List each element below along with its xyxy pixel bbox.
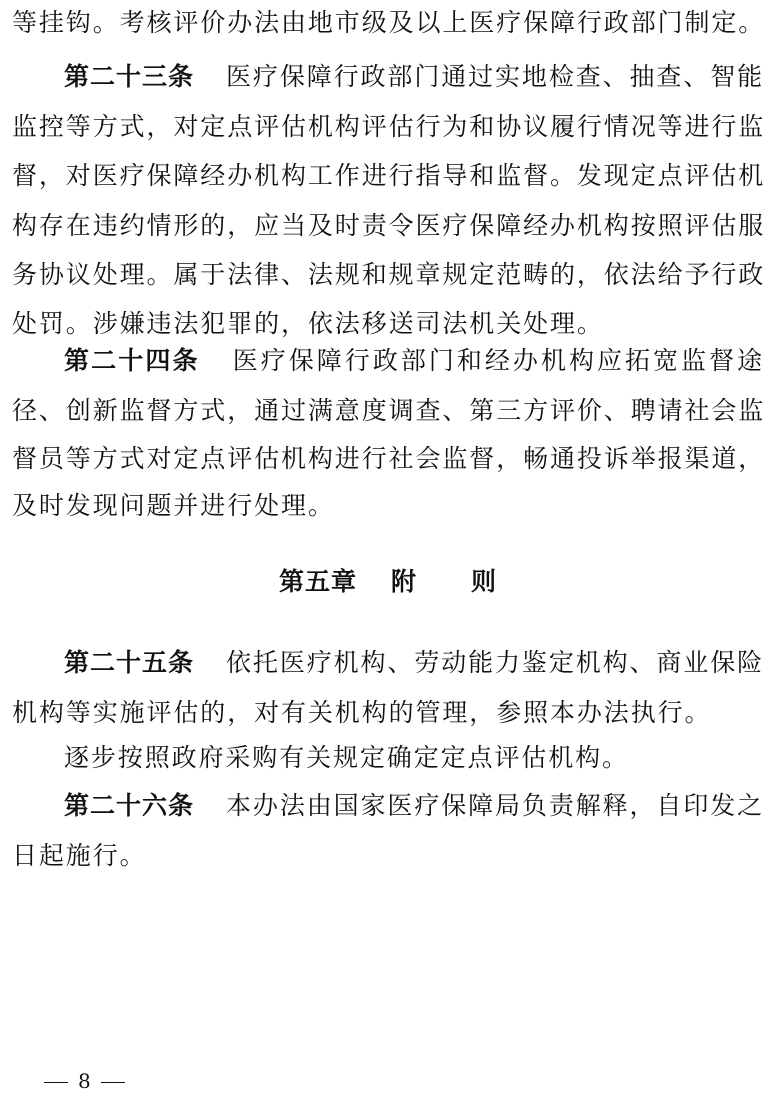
page-number: 8 xyxy=(78,1069,91,1093)
paragraph-line: 径、创新监督方式，通过满意度调查、第三方评价、聘请社会监 xyxy=(12,396,766,425)
article-23-heading: 第二十三条 xyxy=(64,62,195,91)
paragraph-line: 构存在违约情形的，应当及时责令医疗保障经办机构按照评估服 xyxy=(12,211,766,240)
paragraph-line: 监控等方式，对定点评估机构评估行为和协议履行情况等进行监 xyxy=(12,112,766,141)
paragraph-line: 逐步按照政府采购有关规定确定定点评估机构。 xyxy=(64,743,629,772)
chapter-title-part-1: 附 xyxy=(390,567,417,596)
paragraph-line: 本办法由国家医疗保障局负责解释，自印发之 xyxy=(226,791,765,820)
article-25-first-line xyxy=(12,648,764,678)
paragraph-line: 及时发现问题并进行处理。 xyxy=(12,491,335,520)
paragraph-line: 日起施行。 xyxy=(12,841,147,870)
paragraph-line: 务协议处理。属于法律、法规和规章规定范畴的，依法给予行政 xyxy=(12,260,766,289)
footer-dash-right xyxy=(101,1082,125,1083)
paragraph-line: 医疗保障行政部门通过实地检查、抽查、智能 xyxy=(226,62,765,91)
paragraph-line: 依托医疗机构、劳动能力鉴定机构、商业保险 xyxy=(226,648,765,677)
paragraph-line: 机构等实施评估的，对有关机构的管理，参照本办法执行。 xyxy=(12,698,712,727)
chapter-title-part-2: 则 xyxy=(471,567,498,596)
paragraph-line: 处罚。涉嫌违法犯罪的，依法移送司法机关处理。 xyxy=(12,309,604,338)
article-25-heading: 第二十五条 xyxy=(64,648,195,677)
page-footer xyxy=(34,1069,135,1093)
article-26-heading: 第二十六条 xyxy=(64,791,195,820)
footer-dash-left xyxy=(44,1082,68,1083)
article-23-first-line xyxy=(12,62,764,92)
article-24-first-line xyxy=(12,346,764,376)
paragraph-line: 医疗保障行政部门和经办机构应拓宽监督途 xyxy=(231,346,764,375)
paragraph-line: 等挂钩。考核评价办法由地市级及以上医疗保障行政部门制定。 xyxy=(12,8,766,37)
article-26-first-line xyxy=(12,791,764,821)
chapter-number: 第五章 xyxy=(278,567,357,596)
chapter-heading xyxy=(12,567,764,597)
paragraph-line: 督，对医疗保障经办机构工作进行指导和监督。发现定点评估机 xyxy=(12,161,766,190)
paragraph-line: 督员等方式对定点评估机构进行社会监督，畅通投诉举报渠道， xyxy=(12,444,766,473)
article-24-heading: 第二十四条 xyxy=(64,346,200,375)
